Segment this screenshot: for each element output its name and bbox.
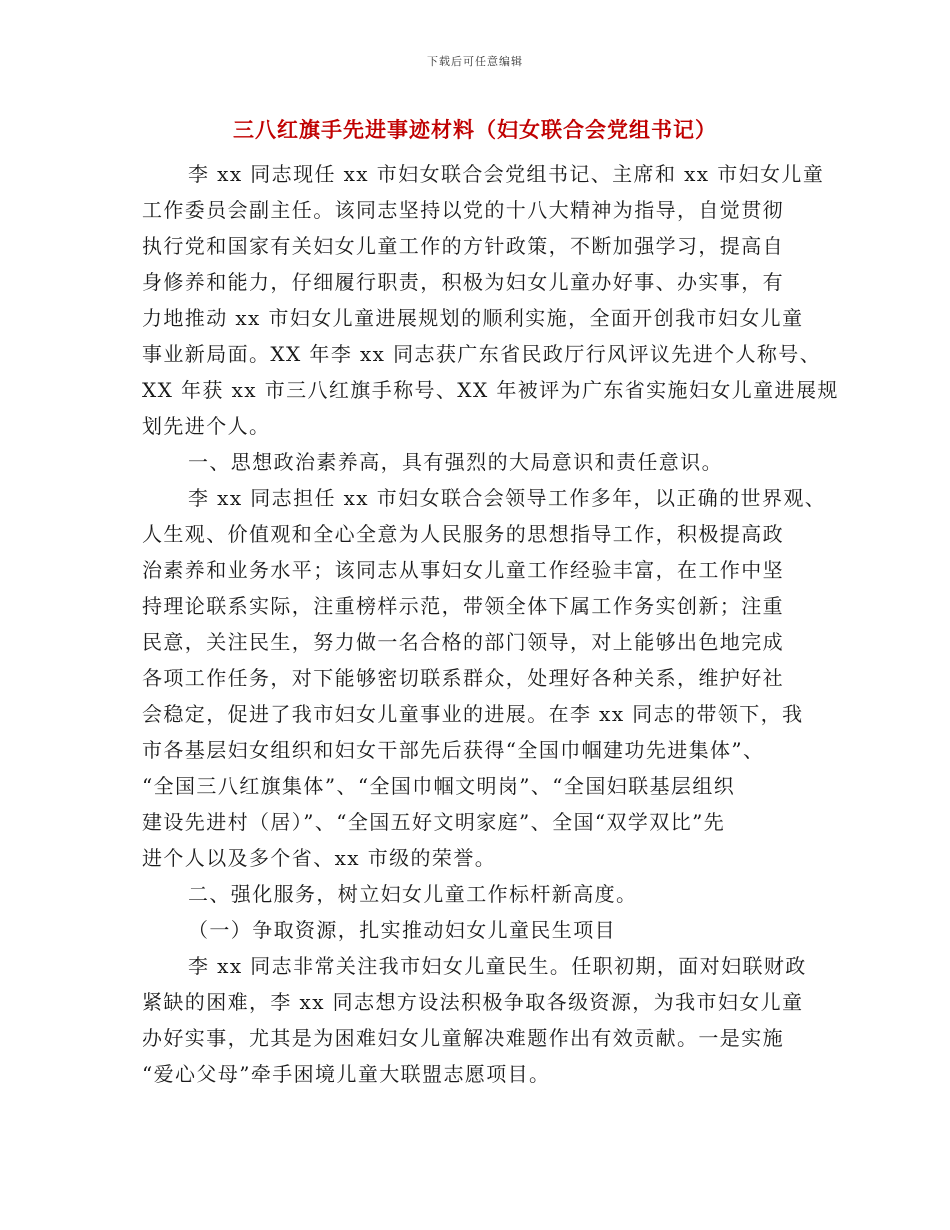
document-body — [142, 156, 839, 1092]
body-text-line: 李 xx 同志非常关注我市妇女儿童民生。任职初期，面对妇联财政 — [188, 954, 807, 978]
body-text-line: 会稳定，促进了我市妇女儿童事业的进展。在李 xx 同志的带领下，我 — [142, 702, 804, 726]
body-text-line: 工作委员会副主任。该同志坚持以党的十八大精神为指导，自觉贯彻 — [142, 198, 784, 222]
body-text-line: 市各基层妇女组织和妇女干部先后获得“全国巾帼建功先进集体”、 — [142, 738, 765, 762]
body-text-line: XX 年获 xx 市三八红旗手称号、XX 年被评为广东省实施妇女儿童进展规 — [142, 378, 839, 402]
body-text-line: 办好实事，尤其是为困难妇女儿童解决难题作出有效贡献。一是实施 — [142, 1026, 784, 1050]
body-text-line: “全国三八红旗集体”、“全国巾帼文明岗”、“全国妇联基层组织 — [142, 774, 736, 798]
body-text-line: 建设先进村（居）”、“全国五好文明家庭”、全国“双学双比”先 — [142, 810, 726, 834]
body-text-line: 划先进个人。 — [142, 414, 271, 438]
body-text-line: 持理论联系实际，注重榜样示范，带领全体下属工作务实创新；注重 — [142, 594, 784, 618]
body-text-line: “爱心父母”牵手困境儿童大联盟志愿项目。 — [142, 1062, 551, 1086]
body-text-line: 人生观、价值观和全心全意为人民服务的思想指导工作，积极提高政 — [142, 522, 784, 546]
body-text-line: 治素养和业务水平；该同志从事妇女儿童工作经验丰富，在工作中坚 — [142, 558, 784, 582]
body-text-line: 二、强化服务，树立妇女儿童工作标杆新高度。 — [188, 882, 638, 906]
document-title: 三八红旗手先进事迹材料（妇女联合会党组书记） — [233, 117, 717, 142]
body-text-line: 事业新局面。XX 年李 xx 同志获广东省民政厅行风评议先进个人称号、 — [142, 342, 822, 366]
body-text-line: 进个人以及多个省、xx 市级的荣誉。 — [142, 846, 497, 870]
body-text-line: 李 xx 同志现任 xx 市妇女联合会党组书记、主席和 xx 市妇女儿童 — [188, 162, 825, 186]
body-text-line: 各项工作任务，对下能够密切联系群众，处理好各种关系，维护好社 — [142, 666, 784, 690]
page-header-note: 下载后可任意编辑 — [427, 55, 523, 68]
body-text-line: 执行党和国家有关妇女儿童工作的方针政策，不断加强学习，提高自 — [142, 234, 784, 258]
body-text-line: 一、思想政治素养高，具有强烈的大局意识和责任意识。 — [188, 450, 723, 474]
body-text-line: 李 xx 同志担任 xx 市妇女联合会领导工作多年，以正确的世界观、 — [188, 486, 827, 510]
body-text-line: 紧缺的困难，李 xx 同志想方设法积极争取各级资源，为我市妇女儿童 — [142, 990, 804, 1014]
body-text-line: （一）争取资源，扎实推动妇女儿童民生项目 — [188, 918, 616, 942]
body-text-line: 民意，关注民生，努力做一名合格的部门领导，对上能够出色地完成 — [142, 630, 784, 654]
body-text-line: 身修养和能力，仔细履行职责，积极为妇女儿童办好事、办实事，有 — [142, 270, 784, 294]
body-text-line: 力地推动 xx 市妇女儿童进展规划的顺利实施，全面开创我市妇女儿童 — [142, 306, 804, 330]
